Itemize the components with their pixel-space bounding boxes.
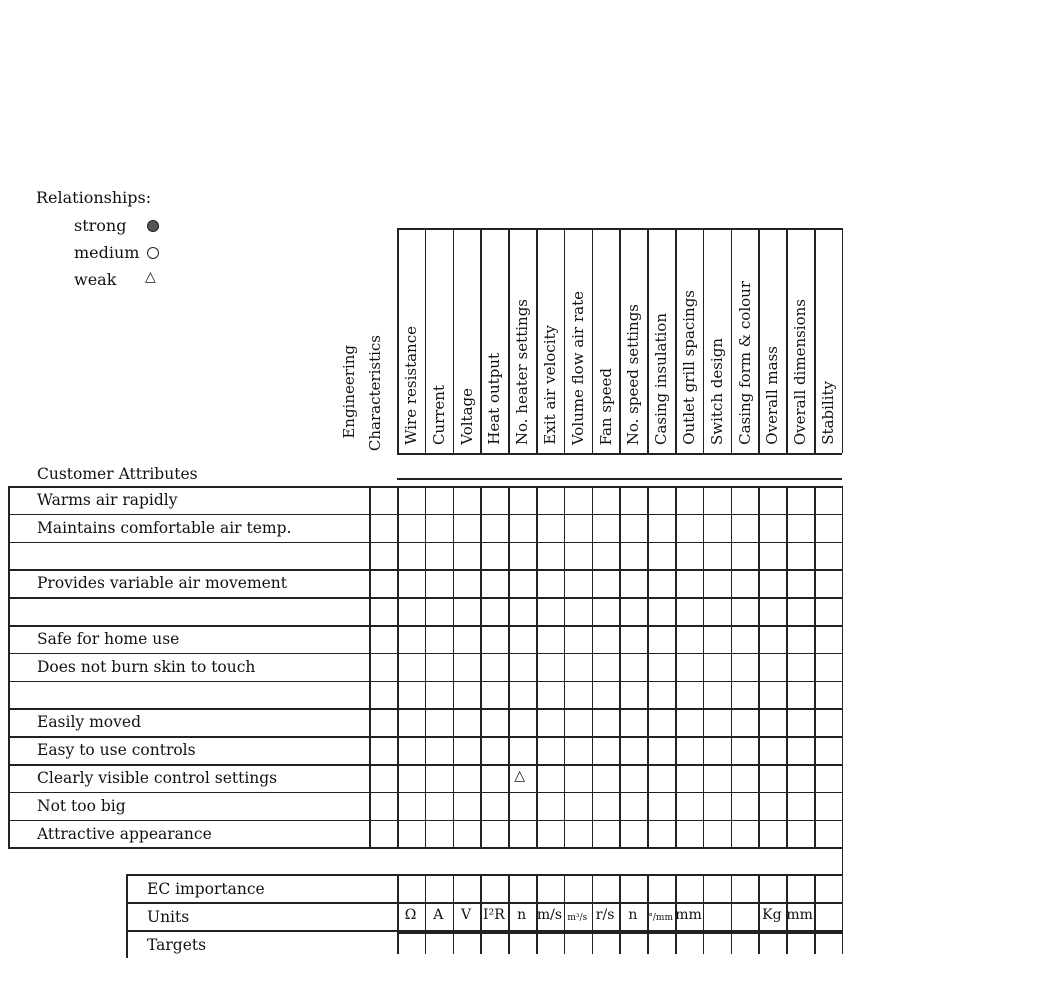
matrix-column-divider (425, 486, 427, 847)
bottom-column-divider (842, 874, 844, 954)
unit-cell: mm (786, 907, 813, 923)
header-column-divider (508, 228, 510, 453)
header-column-divider (619, 228, 621, 453)
ec-column-label: Casing form & colour (735, 281, 754, 445)
customer-attributes-title: Customer Attributes (37, 465, 198, 483)
matrix-column-divider (786, 486, 788, 847)
header-column-divider (425, 228, 427, 453)
importance-column-left (369, 486, 371, 847)
customer-attribute-label: Clearly visible control settings (37, 769, 278, 787)
ec-column-label: Overall mass (763, 346, 782, 445)
header-column-divider (564, 228, 566, 453)
header-column-divider (786, 228, 788, 453)
unit-cell: n (628, 907, 638, 923)
right-connector (842, 847, 844, 874)
ec-column-label: Fan speed (596, 367, 615, 445)
matrix-column-divider (536, 486, 538, 847)
header-separator (397, 478, 842, 480)
header-column-divider (814, 228, 816, 453)
ec-column-label: Voltage (457, 388, 476, 445)
matrix-column-divider (842, 486, 844, 847)
ec-column-label: Heat output (485, 353, 504, 445)
customer-attribute-label: Maintains comfortable air temp. (37, 518, 292, 537)
legend-title: Relationships: (36, 188, 152, 207)
matrix-column-divider (703, 486, 705, 847)
matrix-column-divider (453, 486, 455, 847)
header-column-divider (480, 228, 482, 453)
ec-column-label: Volume flow air rate (568, 290, 587, 445)
matrix-column-divider (592, 486, 594, 847)
ec-column-label: Casing insulation (652, 312, 671, 445)
left-border (8, 486, 10, 847)
matrix-column-divider (564, 486, 566, 847)
unit-cell: I²R (483, 907, 505, 923)
unit-cell: A (433, 907, 444, 923)
header-column-divider (703, 228, 705, 453)
matrix-column-divider (675, 486, 677, 847)
strong-filled-circle-icon (147, 220, 159, 232)
bottom-left-border (126, 874, 128, 958)
bottom-column-divider (814, 874, 816, 954)
unit-cell: n (517, 907, 527, 923)
legend-weak-label: weak (74, 270, 117, 289)
matrix-column-divider (397, 486, 399, 847)
ec-header-line1: Engineering (340, 345, 358, 439)
unit-cell: mm (675, 907, 702, 923)
ec-column-label: Stability (819, 381, 837, 445)
customer-attribute-label: Not too big (37, 796, 126, 815)
weak-triangle-icon: △ (145, 269, 156, 285)
customer-attribute-label: Warms air rapidly (37, 491, 178, 509)
header-column-divider (758, 228, 760, 453)
targets-label: Targets (147, 936, 207, 954)
legend-medium-label: medium (74, 243, 140, 262)
weak-relationship-triangle-icon: △ (514, 768, 525, 784)
unit-cell: m/s (536, 907, 563, 923)
header-column-divider (453, 228, 455, 453)
matrix-column-divider (508, 486, 510, 847)
header-column-divider (675, 228, 677, 453)
header-bottom-border (397, 453, 842, 455)
header-column-divider (592, 228, 594, 453)
unit-cell: V (461, 907, 472, 923)
bottom-column-divider (703, 874, 705, 954)
customer-attribute-label: Easily moved (37, 713, 141, 732)
ec-column-label: Wire resistance (402, 326, 420, 445)
unit-cell: Ω (404, 907, 417, 923)
header-column-divider (842, 228, 844, 453)
units-label: Units (147, 908, 190, 926)
ec-column-label: Outlet grill spacings (680, 290, 698, 445)
ec-column-label: Exit air velocity (541, 325, 559, 445)
ec-column-label: Switch design (707, 337, 726, 445)
ec-header-line2: Characteristics (366, 335, 384, 452)
ec-column-label: Current (429, 384, 448, 445)
legend-strong-label: strong (74, 216, 127, 235)
customer-attribute-label: Provides variable air movement (37, 574, 288, 593)
header-column-divider (397, 228, 399, 453)
ec-column-label: No. heater settings (513, 298, 532, 445)
medium-open-circle-icon (147, 247, 159, 259)
header-column-divider (731, 228, 733, 453)
bottom-row-divider (126, 902, 842, 904)
ec-importance-label: EC importance (147, 880, 265, 898)
matrix-column-divider (758, 486, 760, 847)
ec-column-label: Overall dimensions (791, 298, 810, 445)
matrix-column-divider (731, 486, 733, 847)
row-divider (8, 847, 842, 849)
customer-attribute-label: Easy to use controls (37, 741, 196, 760)
bottom-column-divider (731, 874, 733, 954)
unit-cell: Kg (762, 907, 782, 923)
unit-cell: °/mm (648, 913, 673, 923)
customer-attribute-label: Attractive appearance (37, 824, 212, 843)
matrix-column-divider (480, 486, 482, 847)
ec-column-label: No. speed settings (624, 303, 643, 445)
customer-attribute-label: Safe for home use (37, 630, 180, 648)
matrix-column-divider (619, 486, 621, 847)
unit-cell: m³/s (567, 913, 588, 923)
matrix-column-divider (647, 486, 649, 847)
unit-cell: r/s (595, 907, 615, 923)
matrix-column-divider (814, 486, 816, 847)
bottom-row-divider (126, 874, 842, 876)
header-column-divider (647, 228, 649, 453)
customer-attribute-label: Does not burn skin to touch (37, 657, 256, 676)
header-column-divider (536, 228, 538, 453)
